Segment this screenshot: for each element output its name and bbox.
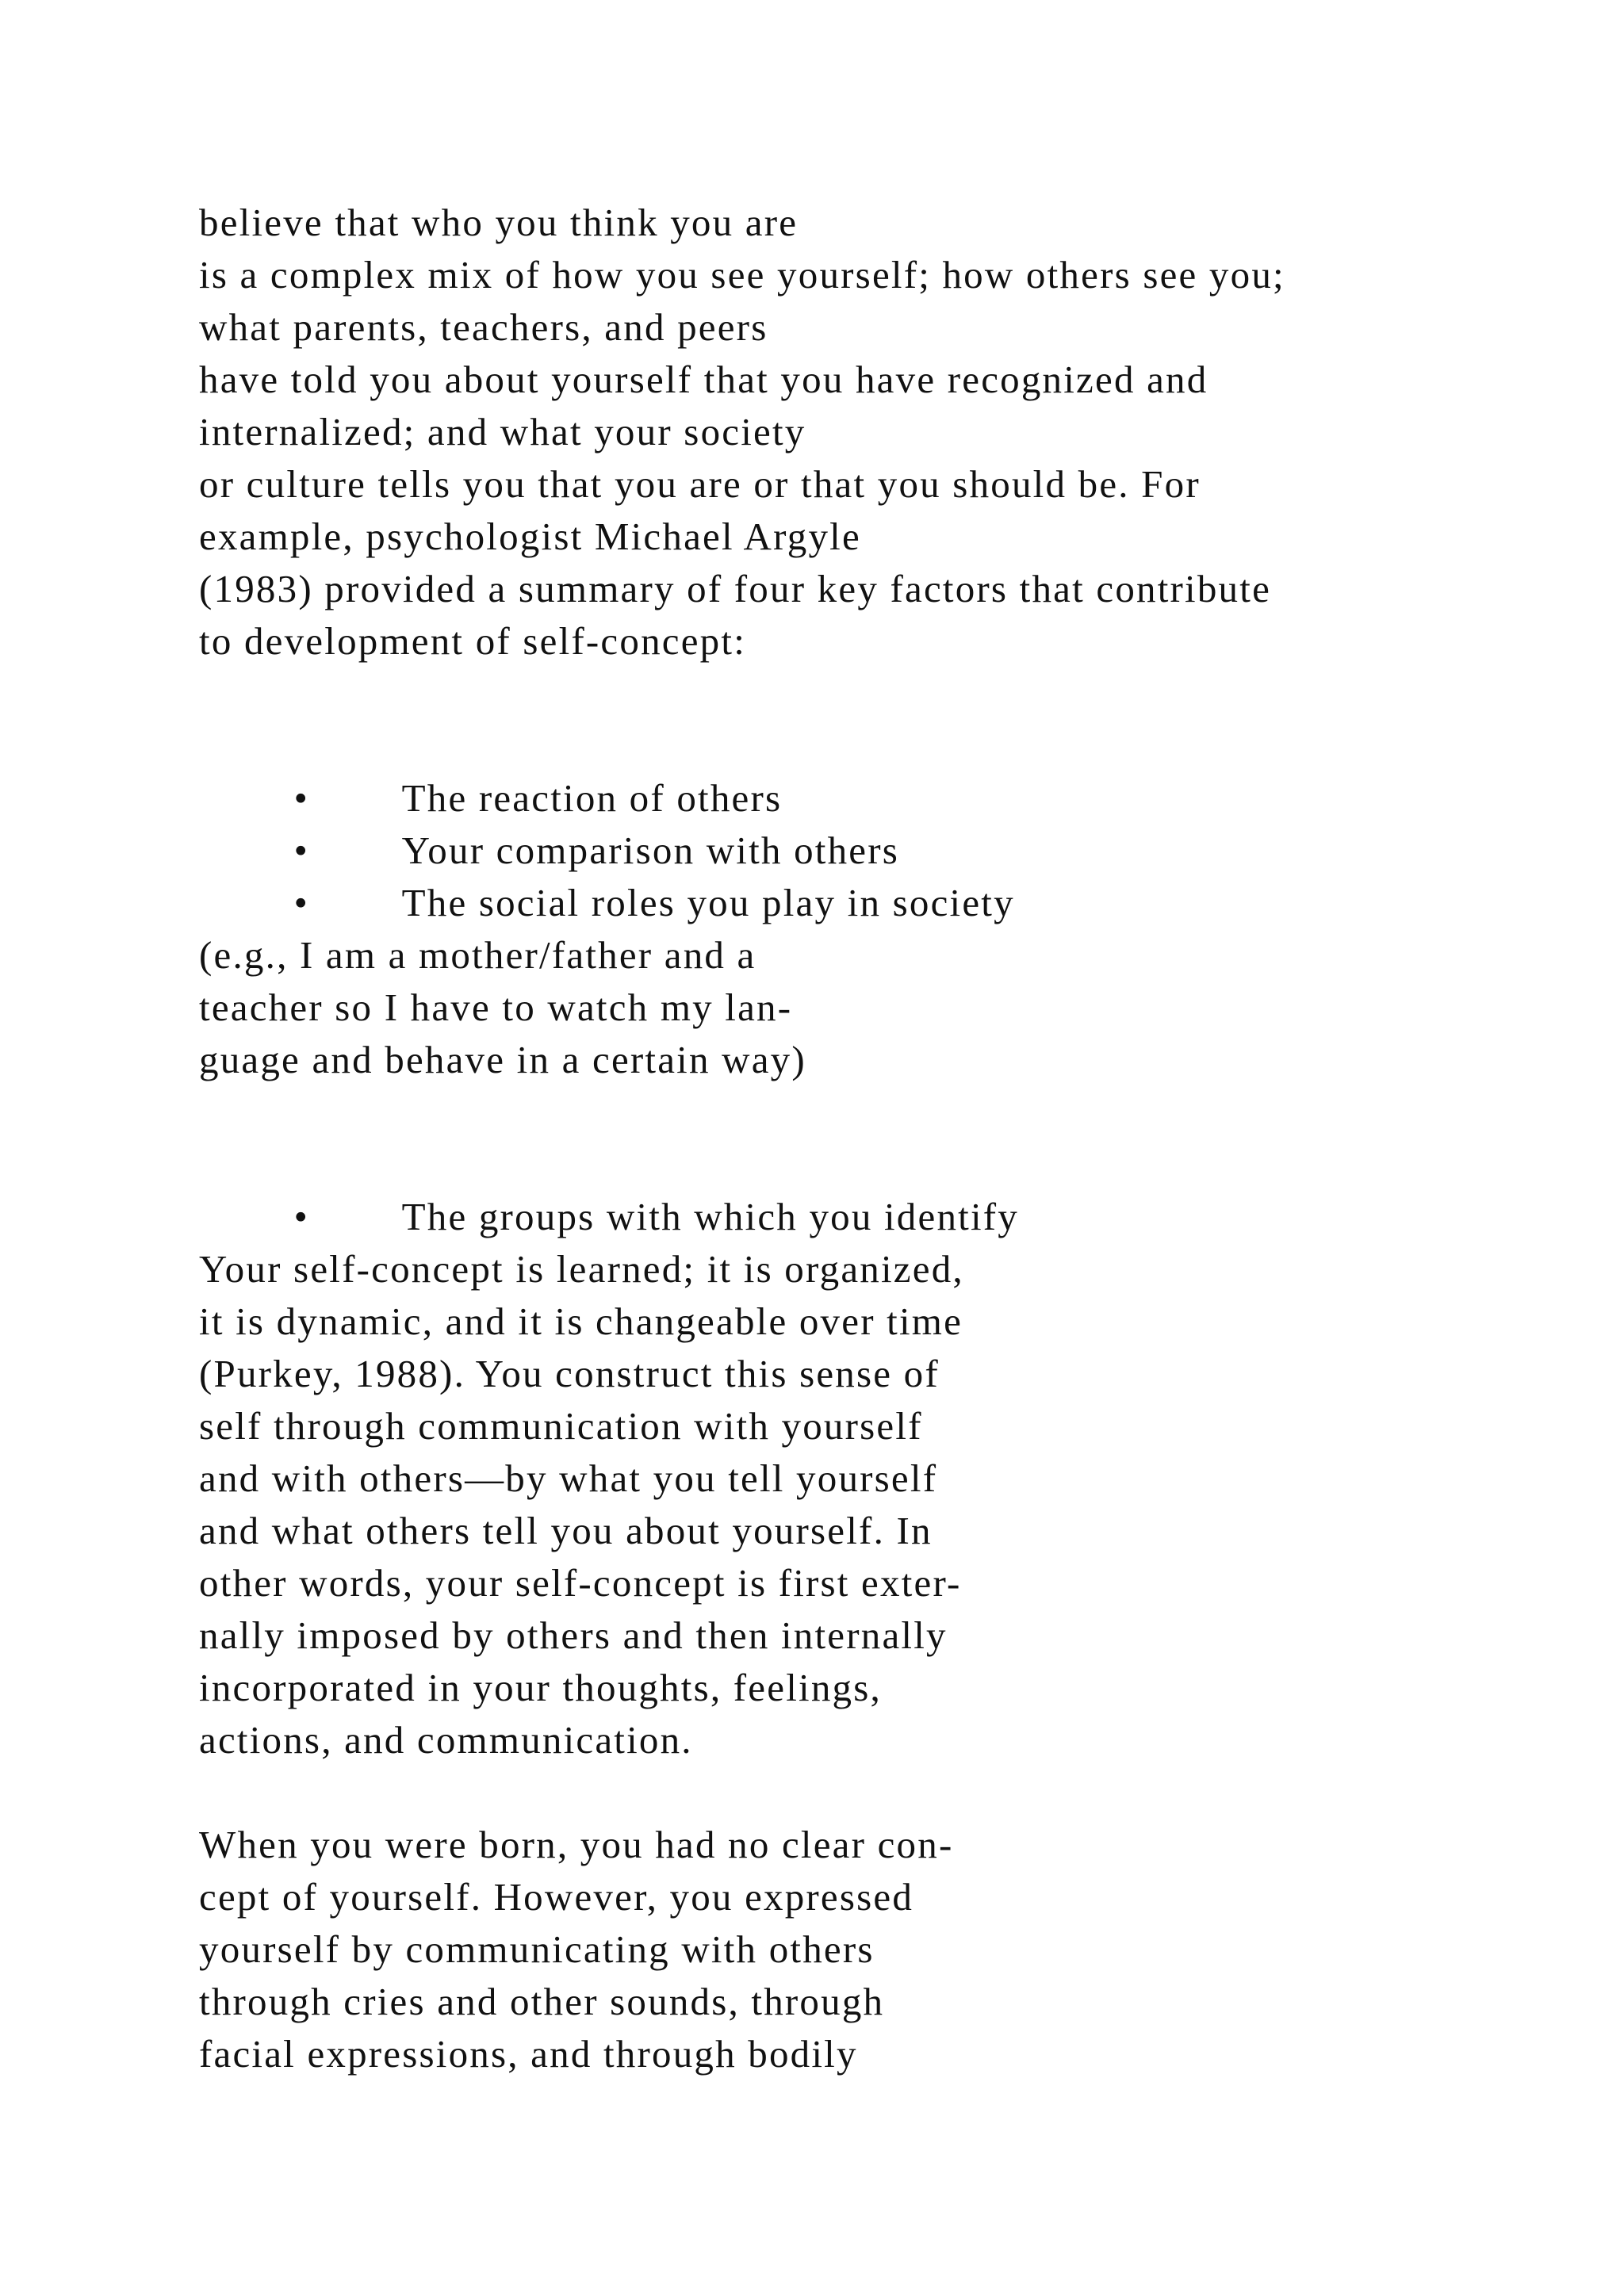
list-item-text: The reaction of others <box>401 776 783 820</box>
text-line: actions, and communication. <box>199 1718 693 1762</box>
intro-paragraph <box>199 197 1547 668</box>
text-line: Your self-concept is learned; it is organized, <box>199 1247 964 1291</box>
list-item <box>199 1138 1547 1238</box>
text-line: (e.g., I am a mother/father and a <box>199 933 756 977</box>
factor-list <box>199 720 1547 924</box>
factor-list-continued <box>199 1138 1547 1238</box>
text-line: other words, your self-concept is first exter- <box>199 1561 962 1605</box>
blank-line <box>199 668 1547 720</box>
text-line: it is dynamic, and it is changeable over time <box>199 1299 963 1343</box>
born-paragraph <box>199 1819 1547 2080</box>
self-concept-paragraph <box>199 1243 1547 1766</box>
list-item-text: The groups with which you identify <box>401 1195 1019 1238</box>
blank-line <box>199 1086 1547 1138</box>
text-line: When you were born, you had no clear con- <box>199 1823 954 1866</box>
text-line: internalized; and what your society <box>199 410 806 453</box>
bullet-icon: • <box>293 881 309 924</box>
text-line: yourself by communicating with others <box>199 1927 875 1971</box>
text-line: facial expressions, and through bodily <box>199 2032 858 2076</box>
text-line: teacher so I have to watch my lan- <box>199 985 793 1029</box>
text-line: what parents, teachers, and peers <box>199 305 768 349</box>
text-line: have told you about yourself that you have recognized and <box>199 358 1208 401</box>
text-line: or culture tells you that you are or that you should be. For <box>199 462 1201 506</box>
text-line: cept of yourself. However, you expressed <box>199 1875 914 1919</box>
example-paragraph <box>199 929 1547 1086</box>
bullet-icon: • <box>293 1195 309 1238</box>
text-line: guage and behave in a certain way) <box>199 1038 806 1081</box>
text-line: is a complex mix of how you see yourself; how others see you; <box>199 253 1285 297</box>
text-line: and what others tell you about yourself. In <box>199 1509 933 1552</box>
list-item-text: The social roles you play in society <box>401 881 1015 924</box>
text-line: nally imposed by others and then internally <box>199 1613 948 1657</box>
text-line: self through communication with yourself <box>199 1404 923 1448</box>
document-body <box>199 197 1547 2080</box>
text-line: incorporated in your thoughts, feelings, <box>199 1666 882 1709</box>
text-line: example, psychologist Michael Argyle <box>199 515 861 558</box>
text-line: and with others—by what you tell yourself <box>199 1456 938 1500</box>
bullet-icon: • <box>293 776 309 820</box>
list-item <box>199 720 1547 820</box>
text-line: (Purkey, 1988). You construct this sense of <box>199 1352 940 1395</box>
text-line: through cries and other sounds, through <box>199 1980 885 2023</box>
bullet-icon: • <box>293 828 309 872</box>
text-line: (1983) provided a summary of four key factors that contribute <box>199 567 1272 610</box>
list-item-text: Your comparison with others <box>401 828 900 872</box>
blank-line <box>199 1766 1547 1819</box>
text-line: to development of self-concept: <box>199 619 747 663</box>
text-line: believe that who you think you are <box>199 201 799 244</box>
